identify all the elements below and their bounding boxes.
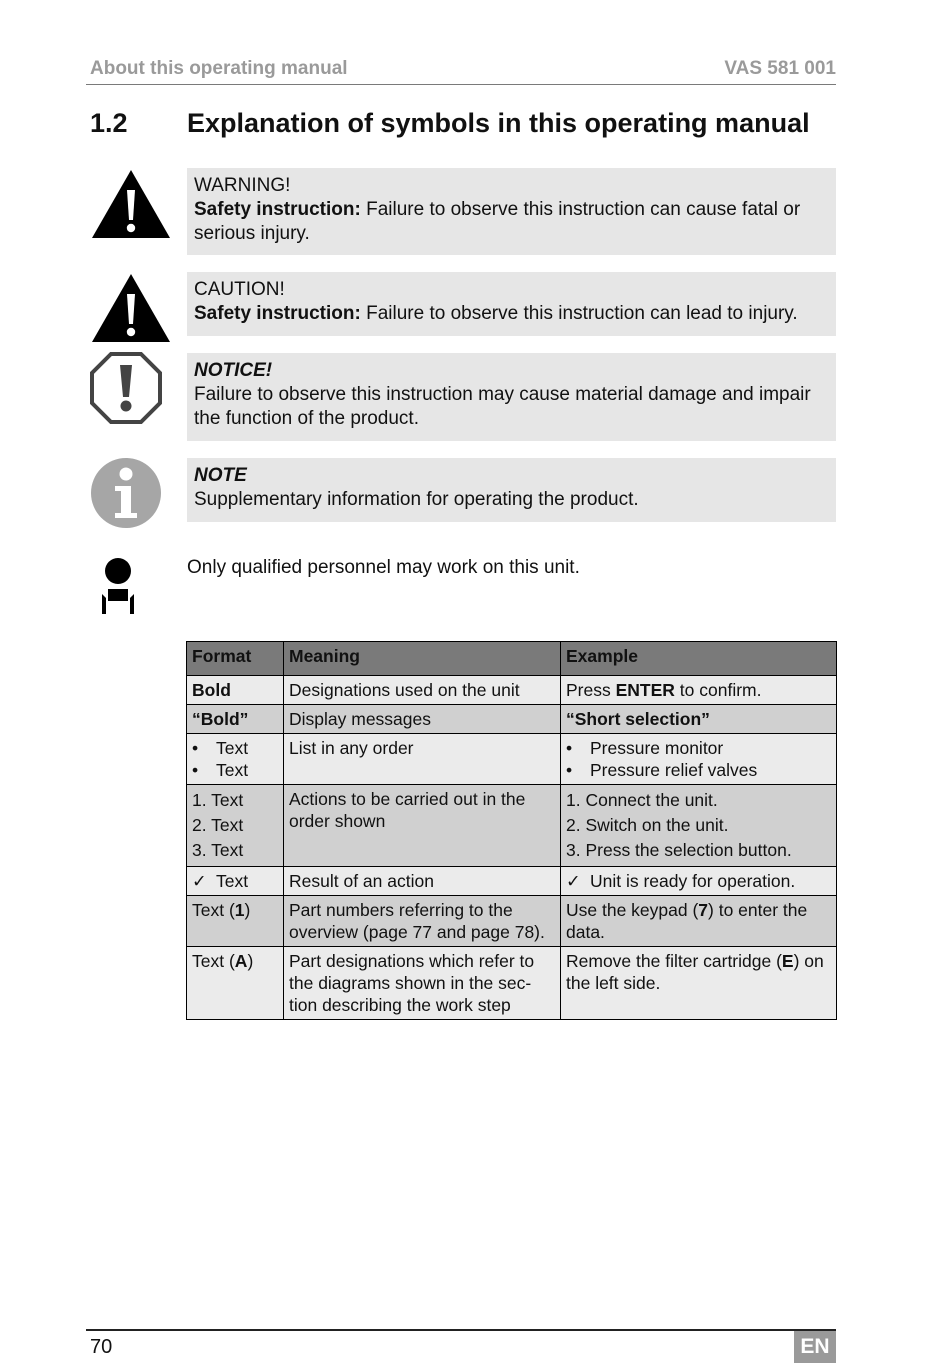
meaning-cell: Display messages [284, 705, 561, 734]
format-text: ) [247, 951, 254, 971]
table-row [187, 676, 837, 705]
warning-triangle-icon [90, 168, 172, 240]
note-box [187, 458, 836, 522]
table-row [187, 705, 837, 734]
table-row [187, 867, 837, 896]
step-item: 1. Text [192, 790, 244, 810]
example-cell [561, 867, 837, 896]
caution-text: Failure to observe this instruction can lead to injury. [360, 303, 798, 324]
qualified-personnel-icon [98, 556, 140, 618]
format-cell [187, 896, 284, 947]
header-format: Format [187, 642, 284, 676]
example-text: ) on the left side. [566, 951, 824, 993]
example-cell [561, 676, 837, 705]
caution-heading: CAUTION! [194, 279, 285, 300]
step-item: 3. Text [192, 840, 244, 860]
format-text: Text ( [192, 900, 235, 920]
meaning-cell: Part numbers referring to the overview (page 77 and page 78). [284, 896, 561, 947]
table-row [187, 785, 837, 867]
page-number: 70 [90, 1336, 113, 1358]
caution-body [194, 302, 830, 326]
example-bold-text: ENTER [615, 680, 675, 700]
meaning-cell: Designations used on the unit [284, 676, 561, 705]
warning-text: Failure to observe this instruction can cause fatal or serious injury. [194, 199, 801, 244]
caution-label: Safety instruction: [194, 303, 361, 324]
section-title: Explanation of symbols in this operating manual [187, 108, 810, 138]
format-bold-text: A [234, 951, 248, 971]
running-header-section: About this operating manual [90, 58, 348, 79]
example-cell [561, 785, 837, 867]
step-item: 1. Connect the unit. [566, 790, 718, 810]
warning-body [194, 198, 830, 246]
table-row [187, 896, 837, 947]
format-cell: “Bold” [187, 705, 284, 734]
example-text: Remove the filter cartridge ( [566, 951, 782, 971]
section-number: 1.2 [90, 108, 128, 138]
meaning-cell: Actions to be carried out in the order shown [284, 785, 561, 867]
meaning-cell: Result of an action [284, 867, 561, 896]
example-text: Use the keypad ( [566, 900, 699, 920]
info-icon [90, 457, 162, 529]
header-example: Example [561, 642, 837, 676]
caution-triangle-icon [90, 272, 172, 344]
footer-divider [86, 1329, 836, 1331]
table-header-row [187, 642, 837, 676]
format-bold-text: 1 [234, 900, 245, 920]
example-cell [561, 734, 837, 785]
checkmark-item: ✓ Text [192, 871, 248, 891]
example-cell [561, 947, 837, 1020]
warning-box [187, 168, 836, 255]
meaning-cell: Part designations which refer to the diagrams shown in the sec-tion describing the work step [284, 947, 561, 1020]
table-row [187, 734, 837, 785]
step-item: 2. Switch on the unit. [566, 815, 729, 835]
bullet-item: • Text [192, 759, 278, 781]
bullet-item: • Pressure relief valves [566, 759, 831, 781]
step-item: 3. Press the selection button. [566, 840, 792, 860]
format-cell [187, 734, 284, 785]
example-text: to confirm. [674, 680, 762, 700]
note-text: Supplementary information for operating the product. [194, 489, 639, 510]
meaning-cell: List in any order [284, 734, 561, 785]
notice-text: Failure to observe this instruction may cause material damage and impair the function of the product. [194, 384, 811, 429]
example-cell: “Short selection” [561, 705, 837, 734]
format-text: ) [244, 900, 251, 920]
note-heading: NOTE [194, 465, 247, 486]
step-item: 2. Text [192, 815, 244, 835]
example-bold-text: 7 [698, 900, 709, 920]
notice-heading: NOTICE! [194, 360, 273, 381]
table-row [187, 947, 837, 1020]
warning-heading: WARNING! [194, 175, 291, 196]
running-header-product: VAS 581 001 [724, 58, 836, 79]
header-meaning: Meaning [284, 642, 561, 676]
example-cell [561, 896, 837, 947]
bullet-item: • Pressure monitor [566, 737, 831, 759]
format-cell [187, 867, 284, 896]
format-cell [187, 785, 284, 867]
caution-box [187, 272, 836, 336]
example-bold-text: E [781, 951, 794, 971]
format-conventions-table [186, 641, 837, 1020]
checkmark-item: ✓ Unit is ready for operation. [566, 871, 795, 891]
bullet-item: • Text [192, 737, 278, 759]
example-text: Press [566, 680, 616, 700]
notice-octagon-icon [89, 351, 163, 425]
qualified-personnel-text: Only qualified personnel may work on this unit. [187, 557, 580, 578]
format-cell [187, 947, 284, 1020]
notice-box [187, 353, 836, 441]
format-text: Text ( [192, 951, 235, 971]
header-divider [86, 84, 836, 85]
warning-label: Safety instruction: [194, 199, 361, 220]
format-cell: Bold [187, 676, 284, 705]
language-badge: EN [794, 1331, 836, 1363]
example-text: ) to enter the data. [566, 900, 808, 942]
